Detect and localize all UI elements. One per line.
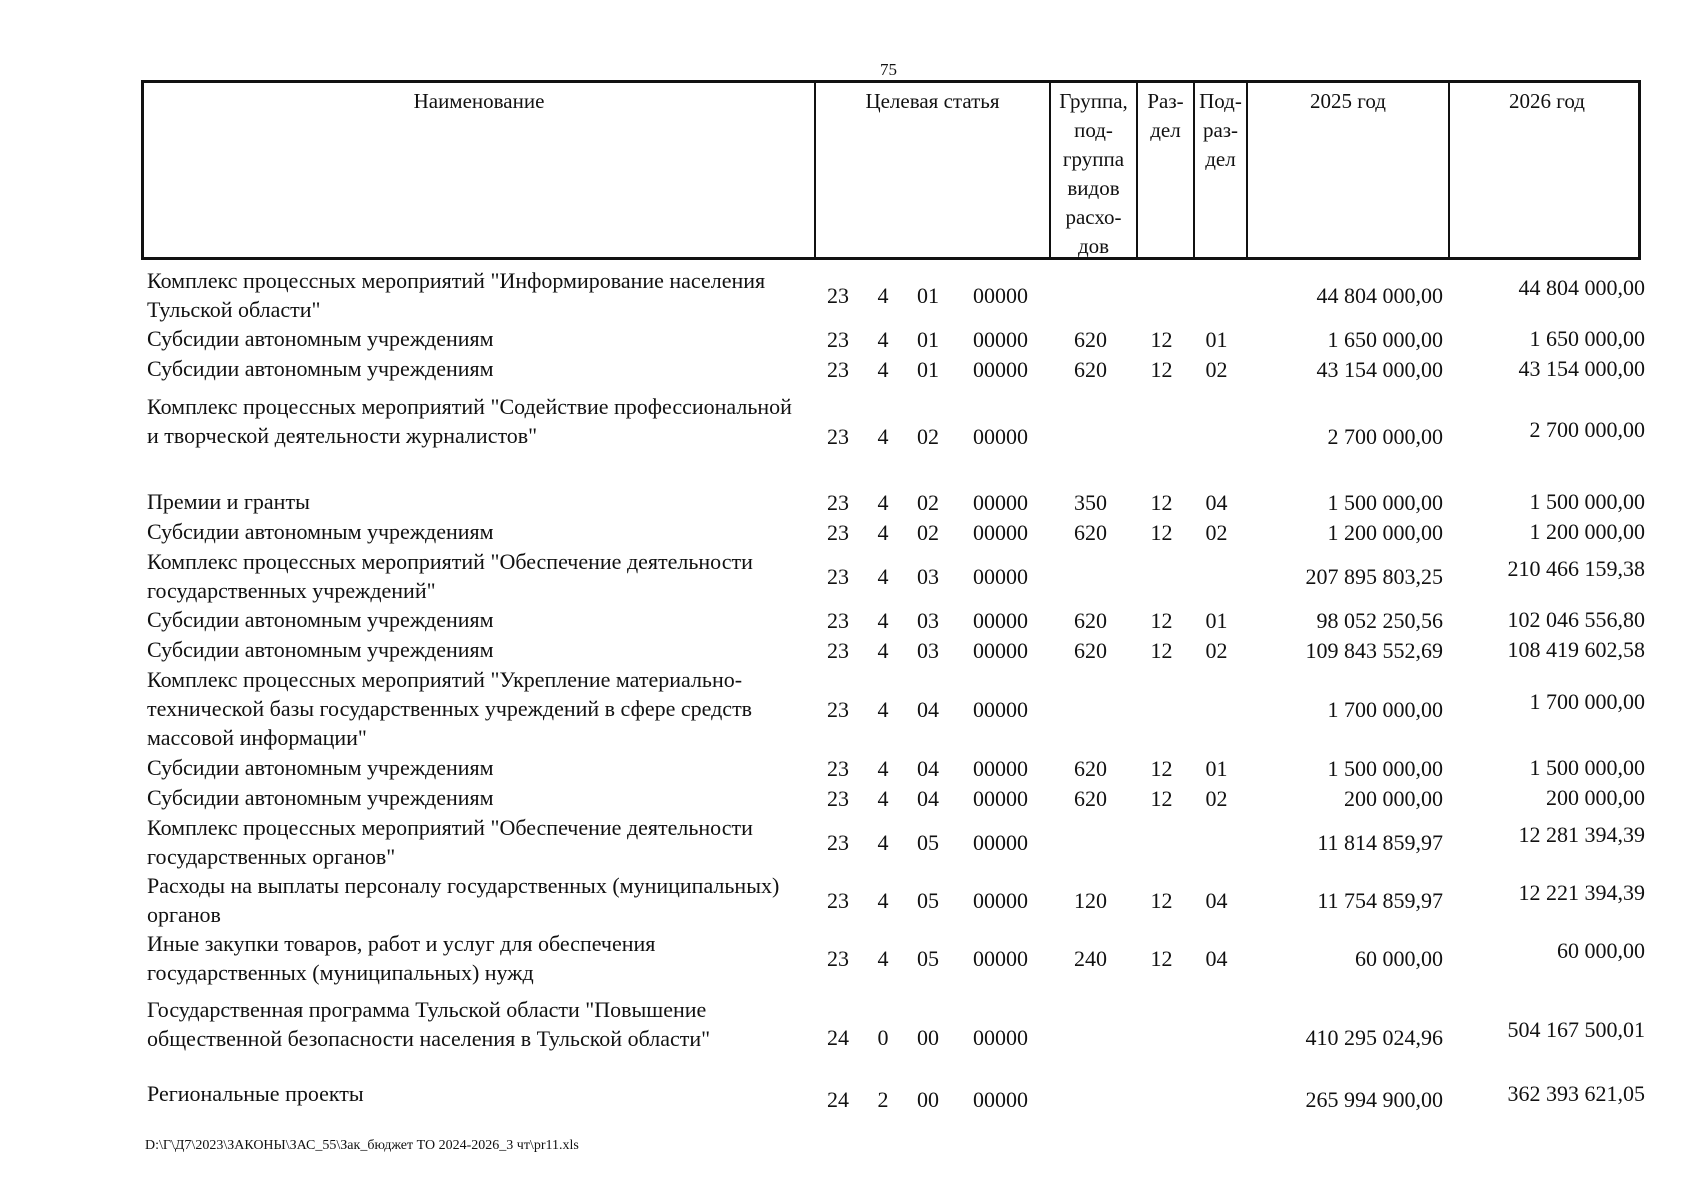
row-c4: 00000 [973,755,1028,781]
row-name: Субсидии автономным учреждениям [147,326,494,351]
table-row [141,665,1645,753]
header-group: Группа, под- группа видов расхо- дов [1049,83,1136,257]
row-c4: 00000 [973,489,1028,515]
row-name: Региональные проекты [147,1081,364,1106]
row-c4: 00000 [973,887,1028,913]
row-c3: 01 [917,282,939,308]
table-row [141,547,1645,605]
row-c2: 4 [877,829,889,855]
row-y2026: 12 281 394,39 [1518,822,1645,847]
row-sec: 12 [1150,519,1173,545]
table-row [141,517,1645,547]
row-c3: 01 [917,326,939,352]
row-y2026: 43 154 000,00 [1518,356,1645,381]
row-y2026: 504 167 500,01 [1507,1017,1645,1042]
row-sub [1190,813,1243,871]
row-c2: 2 [877,1086,889,1112]
row-y2025: 1 650 000,00 [1327,326,1443,352]
table-row [141,605,1645,635]
row-c2: 4 [877,637,889,663]
row-sec [1133,266,1190,324]
row-name: Субсидии автономным учреждениям [147,637,494,662]
row-y2025: 1 200 000,00 [1327,519,1443,545]
row-c3: 04 [917,755,939,781]
row-c3: 04 [917,696,939,722]
row-group [1048,392,1133,481]
row-name: Государственная программа Тульской области "Повышение общественной безопасности населения в Тульской области" [147,997,711,1051]
row-y2026: 362 393 621,05 [1507,1081,1645,1106]
header-2026: 2026 год [1448,83,1644,257]
row-c1: 24 [827,1086,849,1112]
row-group: 620 [1074,519,1107,545]
row-c1: 24 [827,1024,849,1050]
row-sub [1190,1079,1243,1119]
row-c1: 23 [827,282,849,308]
row-c1: 23 [827,945,849,971]
row-sub: 02 [1205,785,1228,811]
table-row [141,324,1645,354]
row-c1: 23 [827,563,849,589]
row-y2026: 44 804 000,00 [1518,275,1645,300]
row-sec: 12 [1150,785,1173,811]
row-sub: 01 [1205,326,1228,352]
row-sec: 12 [1150,945,1173,971]
row-sec: 12 [1150,326,1173,352]
row-y2026: 1 500 000,00 [1529,489,1645,514]
row-group: 120 [1074,887,1107,913]
row-c3: 03 [917,563,939,589]
table-row [141,929,1645,987]
row-y2025: 11 814 859,97 [1317,829,1443,855]
row-c3: 03 [917,607,939,633]
row-c3: 01 [917,356,939,382]
row-c2: 4 [877,519,889,545]
row-name: Комплекс процессных мероприятий "Обеспечение деятельности государственных учреждений" [147,549,753,603]
row-c4: 00000 [973,1086,1028,1112]
row-y2026: 1 200 000,00 [1529,519,1645,544]
row-sec [1133,813,1190,871]
row-y2025: 1 500 000,00 [1327,755,1443,781]
row-y2026: 200 000,00 [1546,785,1645,810]
row-y2025: 98 052 250,56 [1316,607,1443,633]
row-c4: 00000 [973,1024,1028,1050]
row-y2025: 43 154 000,00 [1316,356,1443,382]
row-group [1048,1079,1133,1119]
row-c2: 4 [877,607,889,633]
table-row [141,487,1645,517]
row-c1: 23 [827,637,849,663]
row-c1: 23 [827,519,849,545]
row-sub [1190,266,1243,324]
row-c4: 00000 [973,326,1028,352]
row-c4: 00000 [973,563,1028,589]
header-section: Раз- дел [1136,83,1193,257]
row-c2: 4 [877,887,889,913]
table-row [141,995,1645,1079]
row-sub: 01 [1205,607,1228,633]
header-subsection: Под- раз- дел [1193,83,1246,257]
row-group: 620 [1074,785,1107,811]
page-number: 75 [880,60,897,79]
budget-table [141,80,1645,1119]
table-row [141,354,1645,384]
row-group [1048,547,1133,605]
row-c1: 23 [827,755,849,781]
row-c1: 23 [827,829,849,855]
row-sec: 12 [1150,607,1173,633]
row-y2026: 60 000,00 [1557,938,1645,963]
row-name: Расходы на выплаты персоналу государственных (муниципальных) органов [147,873,780,927]
row-group [1048,813,1133,871]
row-name: Субсидии автономным учреждениям [147,519,494,544]
row-group: 620 [1074,356,1107,382]
row-sub [1190,392,1243,481]
row-c1: 23 [827,696,849,722]
row-c1: 23 [827,489,849,515]
row-group [1048,266,1133,324]
row-name: Субсидии автономным учреждениям [147,356,494,381]
row-c3: 03 [917,637,939,663]
table-row [141,871,1645,929]
table-row [141,392,1645,481]
row-y2025: 2 700 000,00 [1327,424,1443,449]
row-name: Комплекс процессных мероприятий "Обеспечение деятельности государственных органов" [147,815,753,869]
row-sub: 02 [1205,519,1228,545]
row-y2025: 207 895 803,25 [1305,563,1443,589]
row-group: 620 [1074,637,1107,663]
row-y2026: 1 650 000,00 [1529,326,1645,351]
row-c2: 4 [877,945,889,971]
row-c1: 23 [827,424,849,449]
row-y2025: 200 000,00 [1344,785,1443,811]
row-c4: 00000 [973,356,1028,382]
row-sec [1133,547,1190,605]
row-sub: 04 [1205,489,1228,515]
row-c2: 4 [877,755,889,781]
row-c1: 23 [827,785,849,811]
row-sec [1133,392,1190,481]
row-sub: 02 [1205,637,1228,663]
row-y2026: 2 700 000,00 [1529,416,1645,442]
row-group [1048,665,1133,753]
row-c3: 04 [917,785,939,811]
row-c4: 00000 [973,607,1028,633]
row-c4: 00000 [973,829,1028,855]
row-group [1048,995,1133,1079]
row-y2026: 108 419 602,58 [1507,637,1645,662]
row-c2: 4 [877,785,889,811]
row-sub: 01 [1205,755,1228,781]
row-c2: 4 [877,356,889,382]
row-c3: 05 [917,887,939,913]
row-y2026: 102 046 556,80 [1507,607,1645,632]
row-y2026: 210 466 159,38 [1507,556,1645,581]
table-row [141,813,1645,871]
row-sec: 12 [1150,637,1173,663]
table-body [141,266,1645,1119]
header-2025: 2025 год [1246,83,1448,257]
table-row [141,1079,1645,1119]
row-sub: 04 [1205,887,1228,913]
row-name: Комплекс процессных мероприятий "Информирование населения Тульской области" [147,268,766,322]
row-name: Премии и гранты [147,489,310,514]
row-c3: 00 [917,1024,939,1050]
row-name: Комплекс процессных мероприятий "Содействие профессиональной и творческой деятельности журналистов" [147,394,792,448]
row-c4: 00000 [973,696,1028,722]
row-c4: 00000 [973,785,1028,811]
row-c3: 02 [917,424,939,449]
row-c2: 4 [877,424,889,449]
row-name: Иные закупки товаров, работ и услуг для обеспечения государственных (муниципальных) нужд [147,931,656,985]
row-y2025: 44 804 000,00 [1316,282,1443,308]
header-target: Целевая статья [814,83,1049,257]
row-sub: 02 [1205,356,1228,382]
row-y2025: 1 500 000,00 [1327,489,1443,515]
row-c1: 23 [827,887,849,913]
row-c2: 4 [877,696,889,722]
row-sec [1133,665,1190,753]
row-sub: 04 [1205,945,1228,971]
row-c1: 23 [827,326,849,352]
row-c2: 4 [877,326,889,352]
row-name: Субсидии автономным учреждениям [147,785,494,810]
row-c3: 02 [917,519,939,545]
row-c3: 00 [917,1086,939,1112]
row-y2026: 1 700 000,00 [1529,689,1645,714]
row-c4: 00000 [973,945,1028,971]
file-path: D:\Г\Д7\2023\ЗАКОНЫ\ЗАС_55\Зак_бюджет ТО 2024-2026_3 чт\pr11.xls [145,1138,579,1153]
row-group: 620 [1074,326,1107,352]
row-c4: 00000 [973,637,1028,663]
row-c2: 0 [877,1024,889,1050]
row-c3: 02 [917,489,939,515]
row-c3: 05 [917,829,939,855]
row-group: 240 [1074,945,1107,971]
row-y2025: 1 700 000,00 [1327,696,1443,722]
table-row [141,783,1645,813]
row-sec: 12 [1150,887,1173,913]
row-sub [1190,665,1243,753]
row-name: Комплекс процессных мероприятий "Укрепление материально-технической базы государственных учреждений в сфере средств массовой информации" [147,667,753,750]
row-sub [1190,547,1243,605]
row-c4: 00000 [973,424,1028,449]
row-c2: 4 [877,489,889,515]
row-name: Субсидии автономным учреждениям [147,755,494,780]
row-y2025: 109 843 552,69 [1305,637,1443,663]
row-c4: 00000 [973,282,1028,308]
header-name: Наименование [413,89,545,113]
row-y2026: 12 221 394,39 [1518,880,1645,905]
row-y2025: 410 295 024,96 [1305,1024,1443,1050]
row-c2: 4 [877,563,889,589]
row-name: Субсидии автономным учреждениям [147,607,494,632]
table-row [141,753,1645,783]
row-group: 620 [1074,755,1107,781]
row-sec: 12 [1150,755,1173,781]
row-y2025: 11 754 859,97 [1317,887,1443,913]
row-c1: 23 [827,356,849,382]
row-c2: 4 [877,282,889,308]
row-y2026: 1 500 000,00 [1529,755,1645,780]
row-sec: 12 [1150,356,1173,382]
row-sub [1190,995,1243,1079]
row-y2025: 60 000,00 [1355,945,1443,971]
table-header [141,80,1641,260]
row-y2025: 265 994 900,00 [1305,1086,1443,1112]
row-group: 620 [1074,607,1107,633]
row-c3: 05 [917,945,939,971]
row-group: 350 [1074,489,1107,515]
table-row [141,266,1645,324]
row-c1: 23 [827,607,849,633]
row-sec [1133,995,1190,1079]
row-sec [1133,1079,1190,1119]
row-c4: 00000 [973,519,1028,545]
table-row [141,635,1645,665]
row-sec: 12 [1150,489,1173,515]
